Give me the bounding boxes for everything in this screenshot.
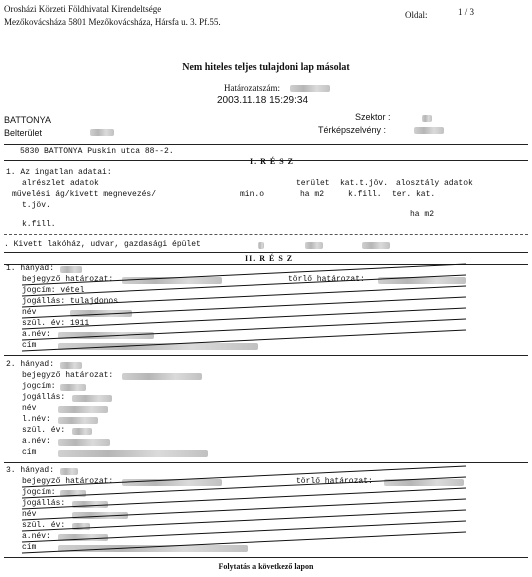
col-terkat: ter. kat. [392,190,436,199]
cim-label: cím [22,341,37,350]
page-label: Oldal: [405,10,428,20]
col-katjov: kat.t.jöv. [340,179,389,188]
jogallas-label: jogállás: [22,393,66,402]
strike-line [22,319,466,340]
strike-line [22,477,466,498]
anev-label: a.név: [22,330,51,339]
cim-label: cím [22,543,37,552]
property-address: 5830 BATTONYA Puskin utca 88--2. [20,147,174,156]
col-kfill: k.fill. [22,220,56,229]
divider [4,557,528,558]
bejegyzo-label: bejegyző határozat: [22,477,114,486]
document-title: Nem hiteles teljes tulajdoni lap másolat [182,62,350,73]
hanyad-label: 3. hányad: [6,466,55,475]
col-ha-m2: ha m2 [300,190,325,199]
bejegyzo-label: bejegyző határozat: [22,275,114,284]
anev-label: a.név: [22,437,51,446]
strike-line [22,264,466,285]
jogallas-label: jogállás: [22,499,66,508]
page-number: 1 / 3 [458,7,475,17]
col-ha-m2-2: ha m2 [410,210,435,219]
szulev-label: szül. év: 1911 [22,319,90,328]
strike-line [22,466,466,487]
strike-line [22,499,466,520]
hanyad-label: 2. hányad: [6,360,55,369]
col-kfill-2: k.fill. [348,190,382,199]
strike-line [22,297,466,318]
strike-line [22,488,466,509]
hanyad-label: 1. hányad: [6,264,55,273]
office-name: Orosházi Körzeti Földhivatal Kirendeltsége [4,4,162,14]
office-address: Mezőkovácsháza 5801 Mezőkovácsháza, Hársfa u. 3. Pf.55. [4,17,221,27]
section-1-heading: I. R É S Z [250,157,295,166]
property-data-label: 1. Az ingatlan adatai: [6,168,112,177]
cim-label: cím [22,448,37,457]
bejegyzo-label: bejegyző határozat: [22,371,114,380]
torlo-label: törlő határozat: [288,275,365,284]
jogcim-label: jogcím: [22,488,56,497]
hatarozatszam-label: Határozatszám: [224,83,280,93]
strike-line [22,532,466,553]
lnev-label: l.név: [22,415,51,424]
document-datetime: 2003.11.18 15:29:34 [217,95,309,106]
col-mino: min.o [240,190,265,199]
strike-line [22,330,466,351]
continuation-note: Folytatás a következő lapon [218,562,314,571]
strike-line [22,308,466,329]
town-name: BATTONYA [4,115,52,125]
torlo-label: törlő határozat: [296,477,373,486]
terkepszelveny-label: Térképszelvény : [318,125,387,135]
szulev-label: szül. év: [22,521,66,530]
szulev-label: szül. év: [22,426,66,435]
jogallas-label: jogállás: tulajdonos [22,297,119,306]
col-muvelesi: művelési ág/kivett megnevezés/ [12,190,157,199]
col-alosztaly: alosztály adatok [396,179,473,188]
jogcim-label: jogcím: [22,382,56,391]
anev-label: a.név: [22,532,51,541]
strike-line [22,510,466,531]
area-type: Belterület [4,128,43,138]
nev-label: név [22,510,37,519]
kivett-description: . Kivett lakóház, udvar, gazdasági épület [4,240,201,249]
jogcim-label: jogcím: vétel [22,286,85,295]
strike-line [22,275,466,296]
section-2-heading: II. R É S Z [245,254,294,263]
szektor-label: Szektor : [355,112,391,122]
col-tjov: t.jöv. [22,201,51,210]
col-terulet: terület [296,179,330,188]
strike-line [22,521,466,542]
col-alreszlet: alrészlet adatok [22,179,99,188]
nev-label: név [22,404,37,413]
nev-label: név [22,308,37,317]
strike-line [22,286,466,307]
